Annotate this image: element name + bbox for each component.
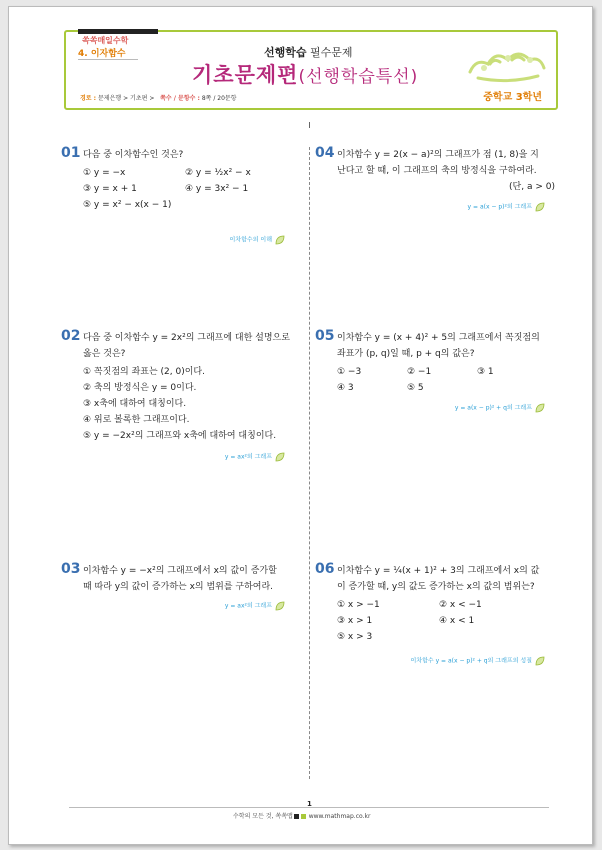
grade-label: 중학교 3학년 xyxy=(483,92,542,103)
header-meta: 경로 : 문제은행 > 기초편 > 쪽수 / 문항수 : 8쪽 / 20문항 xyxy=(80,95,237,102)
series-name: 쏙쏙매일수학 xyxy=(82,36,129,45)
answer-option[interactable]: ④ x < 1 xyxy=(439,616,475,626)
answer-option[interactable]: ② −1 xyxy=(407,367,432,377)
leaf-icon xyxy=(274,451,286,463)
question-number: 05 xyxy=(315,328,335,344)
topic-tag: 이차함수 y = a(x − p)² + q의 그래프의 성질 xyxy=(411,655,547,667)
answer-option[interactable]: ⑤ y = −2x²의 그래프와 x축에 대하여 대칭이다. xyxy=(83,431,277,441)
answer-options xyxy=(337,597,555,645)
question-number: 01 xyxy=(61,145,81,161)
question-text: 이차함수 y = −x²의 그래프에서 x의 값이 증가할 때 따라 y의 값이 증가하는 x의 범위를 구하여라. xyxy=(83,566,277,592)
column-divider xyxy=(309,147,310,779)
header-accent-bar xyxy=(78,29,158,34)
question-01 xyxy=(61,147,301,213)
answer-options xyxy=(337,364,555,396)
question-number: 02 xyxy=(61,328,81,344)
footer-text: 수학의 모든 것, 쏙쏙맵 www.mathmap.co.kr xyxy=(233,813,371,820)
question-06 xyxy=(315,563,555,645)
question-text: 다음 중 이차함수인 것은? xyxy=(83,150,184,160)
footer-divider xyxy=(69,807,549,808)
question-number: 03 xyxy=(61,561,81,577)
question-05 xyxy=(315,330,555,396)
answer-option[interactable]: ② 축의 방정식은 y = 0이다. xyxy=(83,383,197,393)
topic-tag: y = a(x − p)² + q의 그래프 xyxy=(455,402,546,414)
question-04 xyxy=(315,147,555,195)
answer-option[interactable]: ③ y = x + 1 xyxy=(83,184,137,194)
footer-url[interactable]: www.mathmap.co.kr xyxy=(306,813,371,820)
leaf-icon xyxy=(534,201,546,213)
answer-option[interactable]: ① 꼭짓점의 좌표는 (2, 0)이다. xyxy=(83,367,205,377)
topic-tag: 이차함수의 이해 xyxy=(230,234,286,246)
worksheet-page xyxy=(8,6,593,845)
answer-option[interactable]: ② x < −1 xyxy=(439,600,482,610)
answer-option[interactable]: ④ 3 xyxy=(337,383,354,393)
leaf-icon xyxy=(534,402,546,414)
answer-options xyxy=(83,165,301,213)
leaf-icon xyxy=(274,600,286,612)
worksheet-header xyxy=(64,30,558,110)
question-03 xyxy=(61,563,301,595)
answer-option[interactable]: ① x > −1 xyxy=(337,600,380,610)
chapter-name: 4. 이자함수 xyxy=(78,46,138,60)
answer-option[interactable]: ③ x > 1 xyxy=(337,616,373,626)
cloud-ornament-icon xyxy=(460,38,552,86)
answer-option[interactable]: ③ 1 xyxy=(477,367,494,377)
topic-tag: y = a(x − p)²의 그래프 xyxy=(468,201,546,213)
question-number: 04 xyxy=(315,145,335,161)
answer-options xyxy=(83,364,301,444)
logo-square-icon xyxy=(294,814,299,819)
answer-option[interactable]: ① −3 xyxy=(337,367,362,377)
topic-tag: y = ax²의 그래프 xyxy=(225,451,286,463)
question-text: 이차함수 y = ¼(x + 1)² + 3의 그래프에서 x의 값 이 증가할 때, y의 값도 증가하는 x의 값의 범위는? xyxy=(337,566,540,592)
answer-option[interactable]: ⑤ x > 3 xyxy=(337,632,373,642)
header-subtitle: 선행학습 필수문제 xyxy=(264,46,353,59)
column-top-mark xyxy=(309,122,310,128)
topic-tag: y = ax²의 그래프 xyxy=(225,600,286,612)
question-text: 다음 중 이차함수 y = 2x²의 그래프에 대한 설명으로 옳은 것은? xyxy=(83,333,290,359)
question-number: 06 xyxy=(315,561,335,577)
answer-option[interactable]: ④ 위로 볼록한 그래프이다. xyxy=(83,415,190,425)
question-text: 이차함수 y = 2(x − a)²의 그래프가 점 (1, 8)을 지 난다고 할 때, 이 그래프의 축의 방정식을 구하여라. xyxy=(337,150,539,176)
question-text: 이차함수 y = (x + 4)² + 5의 그래프에서 꼭짓점의 좌표가 (p, q)일 때, p + q의 값은? xyxy=(337,333,540,359)
question-02 xyxy=(61,330,301,444)
question-condition: (단, a > 0) xyxy=(509,182,555,192)
page-number: 1 xyxy=(307,800,312,808)
answer-option[interactable]: ④ y = 3x² − 1 xyxy=(185,184,249,194)
page-title: 기초문제편(선행학습특선) xyxy=(192,63,419,87)
answer-option[interactable]: ② y = ½x² − x xyxy=(185,168,251,178)
answer-option[interactable]: ⑤ 5 xyxy=(407,383,424,393)
leaf-icon xyxy=(274,234,286,246)
leaf-icon xyxy=(534,655,546,667)
logo-square-icon xyxy=(301,814,306,819)
answer-option[interactable]: ⑤ y = x² − x(x − 1) xyxy=(83,200,172,210)
answer-option[interactable]: ① y = −x xyxy=(83,168,126,178)
answer-option[interactable]: ③ x축에 대하여 대칭이다. xyxy=(83,399,187,409)
